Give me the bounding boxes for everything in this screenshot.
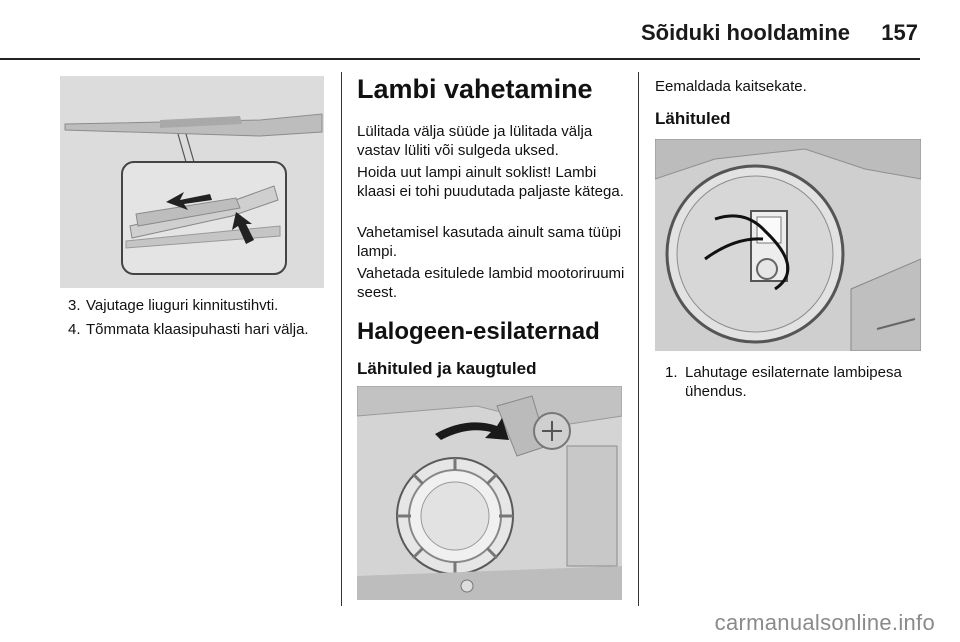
watermark: carmanualsonline.info bbox=[714, 610, 935, 635]
step-text: Lahutage esilaternate lambipesa ühendus. bbox=[685, 364, 902, 400]
paragraph: Lülitada välja süüde ja lülitada välja vastav lüliti või sulgeda uksed. bbox=[357, 123, 593, 159]
step-item bbox=[68, 296, 338, 315]
wiper-arm-illustration bbox=[60, 76, 324, 288]
paragraph: Eemaldada kaitsekate. bbox=[655, 78, 807, 95]
step-text: Vajutage liuguri kinnitustihvti. bbox=[86, 297, 279, 314]
page-number: 157 bbox=[881, 20, 918, 45]
paragraph: Vahetamisel kasutada ainult sama tüüpi lampi. bbox=[357, 224, 622, 260]
step-item bbox=[665, 363, 927, 401]
subsection-heading: Halogeen-esilaternad bbox=[357, 318, 600, 345]
paragraph: Hoida uut lampi ainult soklist! Lambi klaasi ei tohi puudutada paljaste kätega. bbox=[357, 164, 624, 200]
header-rule bbox=[0, 58, 920, 60]
headlamp-cover-illustration bbox=[357, 386, 622, 600]
step-number: 4. bbox=[68, 321, 81, 338]
step-item bbox=[68, 320, 338, 339]
page-header-title: Sõiduki hooldamine bbox=[640, 20, 850, 45]
low-beam-bulb-illustration bbox=[655, 139, 921, 351]
subheading: Lähituled bbox=[655, 109, 731, 128]
column-divider-left bbox=[341, 72, 342, 606]
subheading: Lähituled ja kaugtuled bbox=[357, 359, 537, 378]
step-number: 3. bbox=[68, 297, 81, 314]
step-text: Tõmmata klaasipuhasti hari välja. bbox=[86, 321, 309, 338]
column-divider-right bbox=[638, 72, 639, 606]
paragraph: Vahetada esitulede lambid mootoriruumi seest. bbox=[357, 265, 625, 301]
section-heading: Lambi vahetamine bbox=[357, 74, 593, 104]
step-number: 1. bbox=[665, 364, 678, 381]
